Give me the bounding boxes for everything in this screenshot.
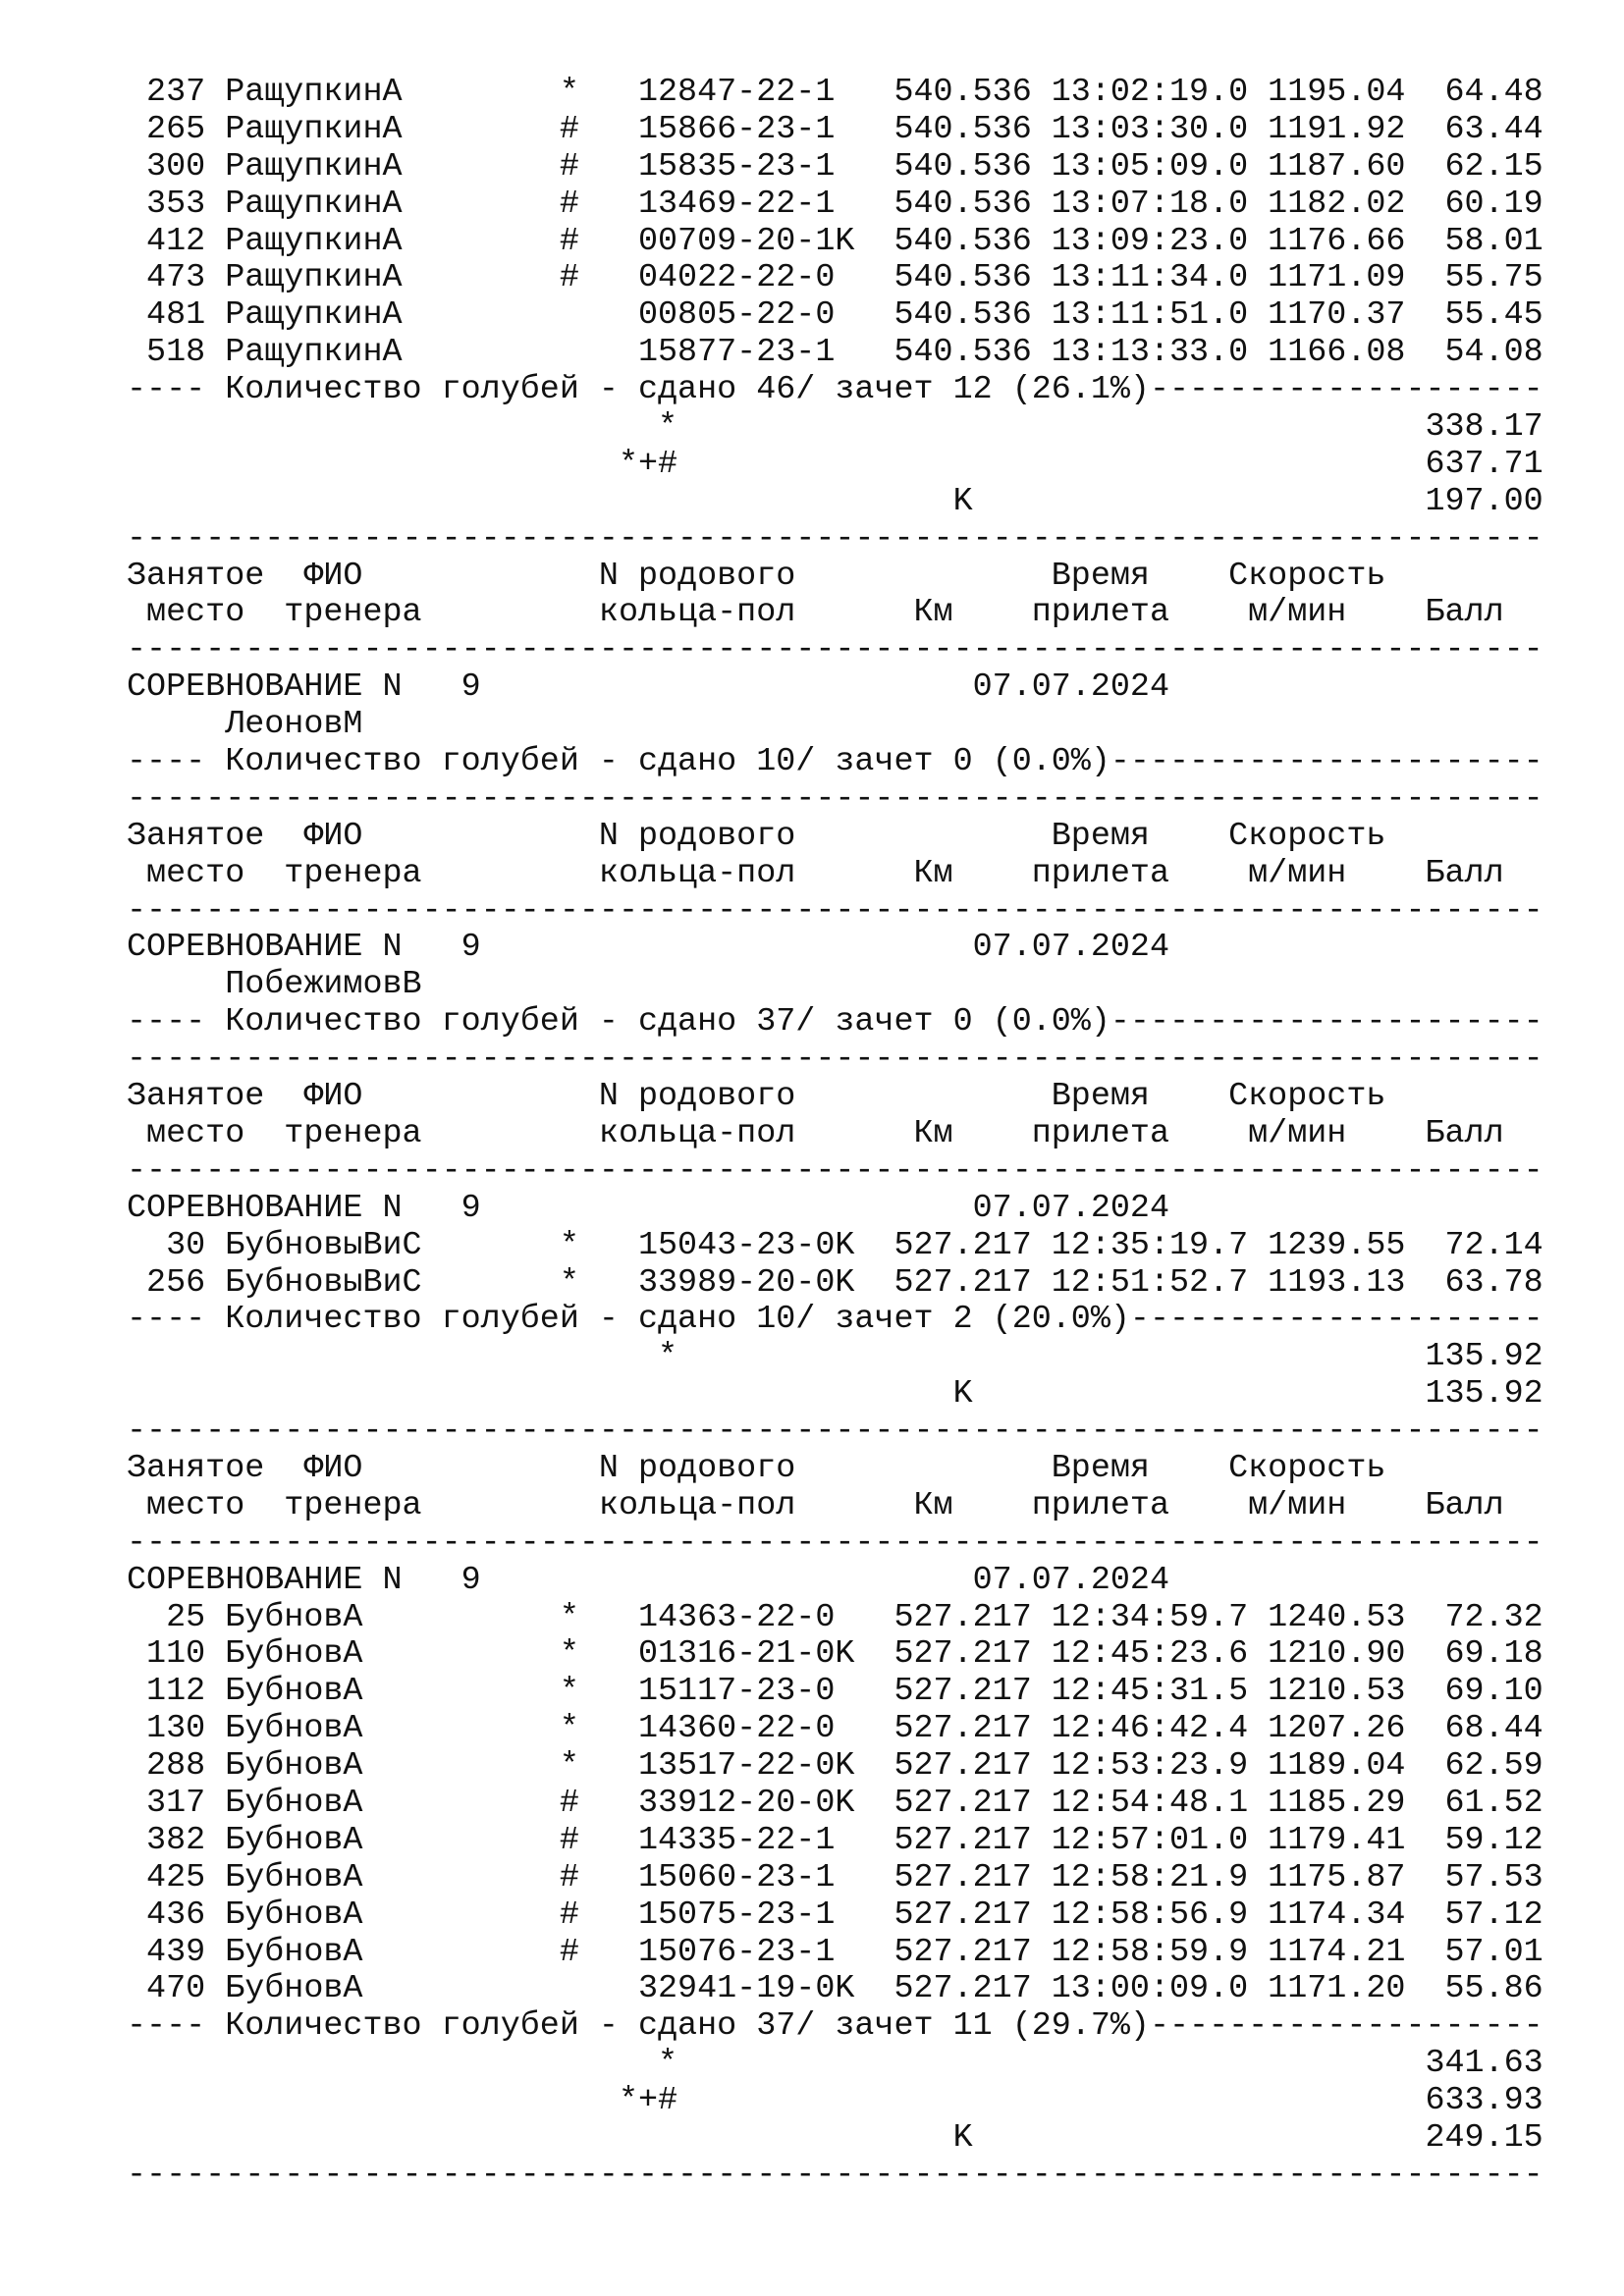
divider: ------------------------------------------------------------------------ [127,519,1543,558]
result-row: 25 БубновА * 14363-22-0 527.217 12:34:59.7 1240.53 72.32 [127,1598,1543,1636]
subtotal-k: K 197.00 [127,482,1543,520]
result-row: 112 БубновА * 15117-23-0 527.217 12:45:31.5 1210.53 69.10 [127,1673,1543,1711]
competition-heading: СОРЕВНОВАНИЕ N 9 07.07.2024 [127,1561,1169,1599]
divider: ------------------------------------------------------------------------ [127,2156,1543,2194]
divider: ------------------------------------------------------------------------ [127,891,1543,930]
result-row: 481 РащупкинА 00805-22-0 540.536 13:11:51.0 1170.37 55.45 [127,296,1543,335]
result-row: 518 РащупкинА 15877-23-1 540.536 13:13:33.0 1166.08 54.08 [127,334,1543,372]
result-row: 30 БубновыВиС * 15043-23-0K 527.217 12:35:19.7 1239.55 72.14 [127,1226,1543,1264]
subtotal-star: * 135.92 [127,1338,1543,1376]
result-row: 436 БубновА # 15075-23-1 527.217 12:58:56.9 1174.34 57.12 [127,1896,1543,1934]
result-row: 265 РащупкинА # 15866-23-1 540.536 13:03:30.0 1191.92 63.44 [127,110,1543,148]
competition-heading: СОРЕВНОВАНИЕ N 9 07.07.2024 [127,929,1169,967]
pigeon-count-summary: ---- Количество голубей - сдано 37/ зачет 11 (29.7%)-------------------- [127,2007,1543,2046]
column-header-row-1: Занятое ФИО N родового Время Скорость [127,817,1386,855]
result-row: 412 РащупкинА # 00709-20-1K 540.536 13:09:23.0 1176.66 58.01 [127,222,1543,260]
trainer-name: ПобежимовВ [127,966,422,1004]
competition-heading: СОРЕВНОВАНИЕ N 9 07.07.2024 [127,668,1169,707]
column-header-row-1: Занятое ФИО N родового Время Скорость [127,1078,1386,1116]
pigeon-count-summary: ---- Количество голубей - сдано 37/ зачет 0 (0.0%)---------------------- [127,1003,1543,1041]
subtotal-star: * 341.63 [127,2045,1543,2083]
result-row: 353 РащупкинА # 13469-22-1 540.536 13:07:18.0 1182.02 60.19 [127,185,1543,223]
divider: ------------------------------------------------------------------------ [127,1413,1543,1451]
subtotal-star-plus-hash: *+# 637.71 [127,445,1543,483]
subtotal-star: * 338.17 [127,408,1543,447]
column-header-row-2: место тренера кольца-пол Км прилета м/мин Балл [127,594,1504,632]
result-row: 288 БубновА * 13517-22-0K 527.217 12:53:23.9 1189.04 62.59 [127,1747,1543,1786]
divider: ------------------------------------------------------------------------ [127,1523,1543,1562]
pigeon-count-summary: ---- Количество голубей - сдано 46/ зачет 12 (26.1%)-------------------- [127,371,1543,409]
result-row: 425 БубновА # 15060-23-1 527.217 12:58:21.9 1175.87 57.53 [127,1858,1543,1896]
divider: ------------------------------------------------------------------------ [127,631,1543,669]
pigeon-count-summary: ---- Количество голубей - сдано 10/ зачет 2 (20.0%)--------------------- [127,1301,1543,1339]
pigeon-count-summary: ---- Количество голубей - сдано 10/ зачет 0 (0.0%)---------------------- [127,743,1543,781]
subtotal-star-plus-hash: *+# 633.93 [127,2082,1543,2120]
result-row: 256 БубновыВиС * 33989-20-0K 527.217 12:51:52.7 1193.13 63.78 [127,1263,1543,1302]
results-printout [127,75,1560,2195]
result-row: 382 БубновА # 14335-22-1 527.217 12:57:01.0 1179.41 59.12 [127,1821,1543,1859]
divider: ------------------------------------------------------------------------ [127,1151,1543,1190]
result-row: 110 БубновА * 01316-21-0K 527.217 12:45:23.6 1210.90 69.18 [127,1635,1543,1674]
competition-heading: СОРЕВНОВАНИЕ N 9 07.07.2024 [127,1189,1169,1227]
result-row: 439 БубновА # 15076-23-1 527.217 12:58:59.9 1174.21 57.01 [127,1933,1543,1971]
result-row: 317 БубновА # 33912-20-0K 527.217 12:54:48.1 1185.29 61.52 [127,1784,1543,1822]
result-row: 237 РащупкинА * 12847-22-1 540.536 13:02:19.0 1195.04 64.48 [127,74,1543,111]
result-row: 470 БубновА 32941-19-0K 527.217 13:00:09.0 1171.20 55.86 [127,1970,1543,2008]
column-header-row-1: Занятое ФИО N родового Время Скорость [127,1449,1386,1487]
column-header-row-2: место тренера кольца-пол Км прилета м/мин Балл [127,1486,1504,1524]
column-header-row-2: место тренера кольца-пол Км прилета м/мин Балл [127,1114,1504,1152]
column-header-row-1: Занятое ФИО N родового Время Скорость [127,557,1386,595]
result-row: 130 БубновА * 14360-22-0 527.217 12:46:42.4 1207.26 68.44 [127,1710,1543,1748]
trainer-name: ЛеоновМ [127,706,363,744]
divider: ------------------------------------------------------------------------ [127,779,1543,818]
result-row: 300 РащупкинА # 15835-23-1 540.536 13:05:09.0 1187.60 62.15 [127,147,1543,186]
result-row: 473 РащупкинА # 04022-22-0 540.536 13:11:34.0 1171.09 55.75 [127,259,1543,297]
subtotal-k: K 135.92 [127,1375,1543,1414]
divider: ------------------------------------------------------------------------ [127,1041,1543,1079]
subtotal-k: K 249.15 [127,2118,1543,2157]
column-header-row-2: место тренера кольца-пол Км прилета м/мин Балл [127,854,1504,892]
